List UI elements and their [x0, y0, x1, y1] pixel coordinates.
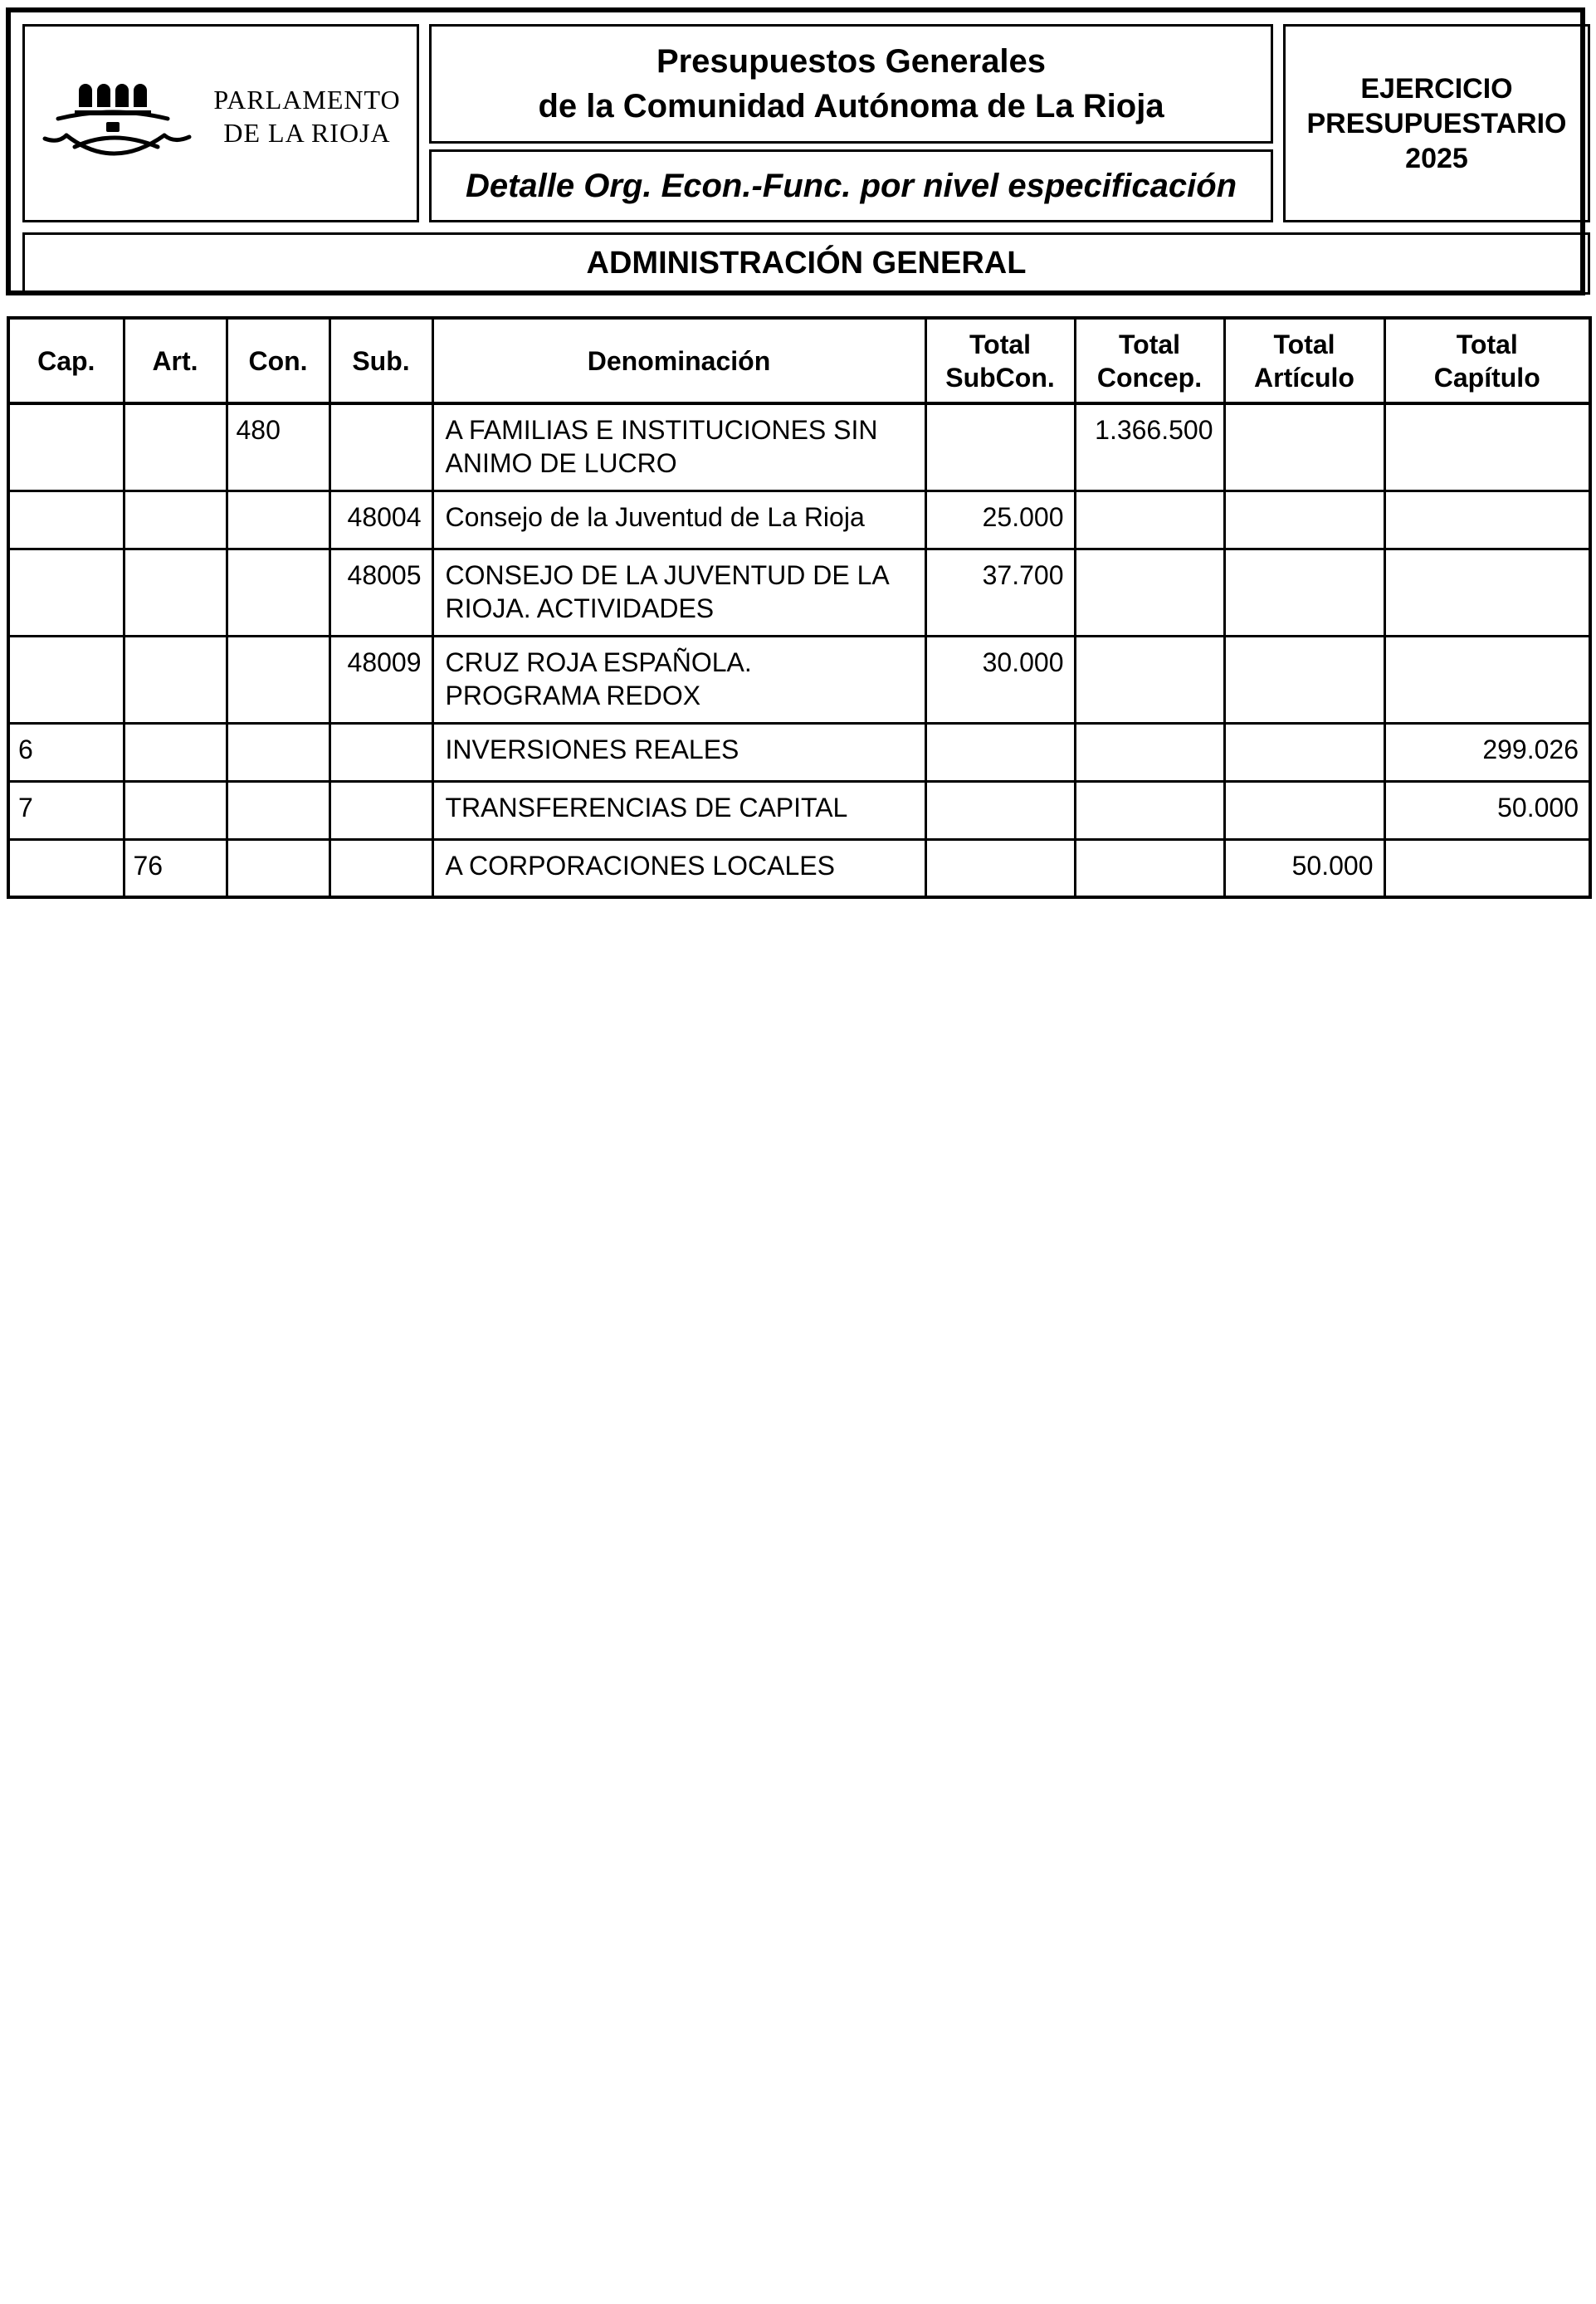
- denominacion-line-1: CONSEJO DE LA JUVENTUD DE LA: [445, 559, 890, 590]
- denominacion-line-1: A CORPORACIONES LOCALES: [445, 850, 835, 881]
- header-art: Art.: [124, 318, 227, 403]
- cell-con: [227, 491, 329, 549]
- cell-sub: 48005: [329, 549, 432, 636]
- cell-total-articulo: [1224, 403, 1384, 491]
- denominacion-line-1: TRANSFERENCIAS DE CAPITAL: [445, 792, 848, 823]
- cell-sub: 48004: [329, 491, 432, 549]
- parliament-logo-icon: [41, 64, 199, 172]
- cell-total-articulo: [1224, 723, 1384, 781]
- cell-con: [227, 839, 329, 897]
- cell-cap: 7: [8, 781, 124, 839]
- header-total-capitulo-2: Capítulo: [1433, 362, 1540, 393]
- cell-con: [227, 549, 329, 636]
- cell-total-capitulo: [1384, 491, 1590, 549]
- cell-sub: [329, 403, 432, 491]
- cell-sub: [329, 781, 432, 839]
- denominacion-line-2: RIOJA. ACTIVIDADES: [445, 593, 715, 623]
- cell-total-concep: [1075, 781, 1224, 839]
- cell-sub: [329, 723, 432, 781]
- cell-total-concep: [1075, 549, 1224, 636]
- header-sub: Sub.: [329, 318, 432, 403]
- cell-con: [227, 636, 329, 723]
- cell-art: [124, 636, 227, 723]
- header-total-capitulo: [1384, 318, 1590, 403]
- cell-con: [227, 723, 329, 781]
- denominacion-line-1: CRUZ ROJA ESPAÑOLA.: [445, 647, 752, 677]
- cell-cap: [8, 636, 124, 723]
- cell-cap: [8, 839, 124, 897]
- table-row: [8, 781, 1590, 839]
- header-total-concep-2: Concep.: [1096, 362, 1203, 393]
- cell-total-capitulo: [1384, 839, 1590, 897]
- cell-total-articulo: [1224, 491, 1384, 549]
- cell-denominacion: [432, 403, 925, 491]
- header-total-concep-1: Total: [1118, 329, 1181, 359]
- cell-total-subcon: [925, 403, 1075, 491]
- table-row: [8, 491, 1590, 549]
- header-total-subcon: [925, 318, 1075, 403]
- budget-table: [7, 316, 1592, 899]
- logo-line-1: PARLAMENTO: [213, 85, 401, 115]
- cell-cap: [8, 403, 124, 491]
- cell-total-concep: [1075, 491, 1224, 549]
- header-total-articulo-2: Artículo: [1254, 362, 1354, 393]
- cell-denominacion: [432, 636, 925, 723]
- cell-con: [227, 781, 329, 839]
- cell-total-articulo: [1224, 549, 1384, 636]
- cell-total-articulo: [1224, 636, 1384, 723]
- cell-con: 480: [227, 403, 329, 491]
- fiscal-year-box: [1283, 24, 1590, 222]
- denominacion-line-2: PROGRAMA REDOX: [445, 680, 701, 710]
- subtitle: Detalle Org. Econ.-Func. por nivel especificación: [465, 167, 1237, 204]
- cell-denominacion: [432, 491, 925, 549]
- title-line-1: Presupuestos Generales: [656, 43, 1047, 80]
- table-header-row: [8, 318, 1590, 403]
- table-row: [8, 839, 1590, 897]
- header-total-capitulo-1: Total: [1456, 329, 1518, 359]
- document-header: [6, 7, 1585, 295]
- subtitle-box: [429, 149, 1273, 222]
- cell-cap: [8, 549, 124, 636]
- cell-total-subcon: [925, 723, 1075, 781]
- cell-total-subcon: [925, 839, 1075, 897]
- header-total-concep: [1075, 318, 1224, 403]
- cell-total-concep: [1075, 723, 1224, 781]
- table-row: [8, 403, 1590, 491]
- cell-total-capitulo: 299.026: [1384, 723, 1590, 781]
- table-row: [8, 636, 1590, 723]
- logo-box: [22, 24, 419, 222]
- budget-table-wrap: [7, 316, 1589, 899]
- cell-cap: 6: [8, 723, 124, 781]
- cell-total-concep: [1075, 636, 1224, 723]
- cell-total-capitulo: [1384, 403, 1590, 491]
- section-box: [22, 232, 1590, 295]
- cell-art: [124, 723, 227, 781]
- cell-total-articulo: 50.000: [1224, 839, 1384, 897]
- cell-denominacion: [432, 839, 925, 897]
- header-total-articulo: [1224, 318, 1384, 403]
- cell-art: [124, 781, 227, 839]
- cell-total-subcon: [925, 781, 1075, 839]
- denominacion-line-2: ANIMO DE LUCRO: [445, 448, 677, 478]
- year-line-1: EJERCICIO: [1360, 72, 1513, 105]
- cell-total-capitulo: [1384, 636, 1590, 723]
- cell-denominacion: [432, 781, 925, 839]
- cell-total-subcon: 25.000: [925, 491, 1075, 549]
- header-total-articulo-1: Total: [1273, 329, 1335, 359]
- cell-art: 76: [124, 839, 227, 897]
- header-cap: Cap.: [8, 318, 124, 403]
- denominacion-line-1: A FAMILIAS E INSTITUCIONES SIN: [445, 415, 878, 445]
- header-con: Con.: [227, 318, 329, 403]
- denominacion-line-1: INVERSIONES REALES: [445, 734, 739, 764]
- cell-art: [124, 549, 227, 636]
- logo-text: [207, 83, 407, 149]
- header-denominacion: Denominación: [432, 318, 925, 403]
- year-value: 2025: [1405, 142, 1468, 174]
- cell-total-subcon: 37.700: [925, 549, 1075, 636]
- cell-denominacion: [432, 549, 925, 636]
- cell-sub: 48009: [329, 636, 432, 723]
- logo-line-2: DE LA RIOJA: [223, 118, 391, 148]
- cell-total-articulo: [1224, 781, 1384, 839]
- year-line-2: PRESUPUESTARIO: [1306, 107, 1567, 139]
- header-total-subcon-1: Total: [969, 329, 1032, 359]
- table-row: [8, 723, 1590, 781]
- section-title: ADMINISTRACIÓN GENERAL: [586, 246, 1027, 281]
- cell-total-concep: [1075, 839, 1224, 897]
- cell-total-capitulo: [1384, 549, 1590, 636]
- table-row: [8, 549, 1590, 636]
- cell-total-capitulo: 50.000: [1384, 781, 1590, 839]
- title-box: [429, 24, 1273, 144]
- header-total-subcon-2: SubCon.: [945, 362, 1055, 393]
- cell-art: [124, 403, 227, 491]
- denominacion-line-1: Consejo de la Juventud de La Rioja: [445, 501, 865, 532]
- cell-total-subcon: 30.000: [925, 636, 1075, 723]
- cell-cap: [8, 491, 124, 549]
- cell-art: [124, 491, 227, 549]
- cell-total-concep: 1.366.500: [1075, 403, 1224, 491]
- cell-denominacion: [432, 723, 925, 781]
- title-line-2: de la Comunidad Autónoma de La Rioja: [538, 88, 1164, 124]
- cell-sub: [329, 839, 432, 897]
